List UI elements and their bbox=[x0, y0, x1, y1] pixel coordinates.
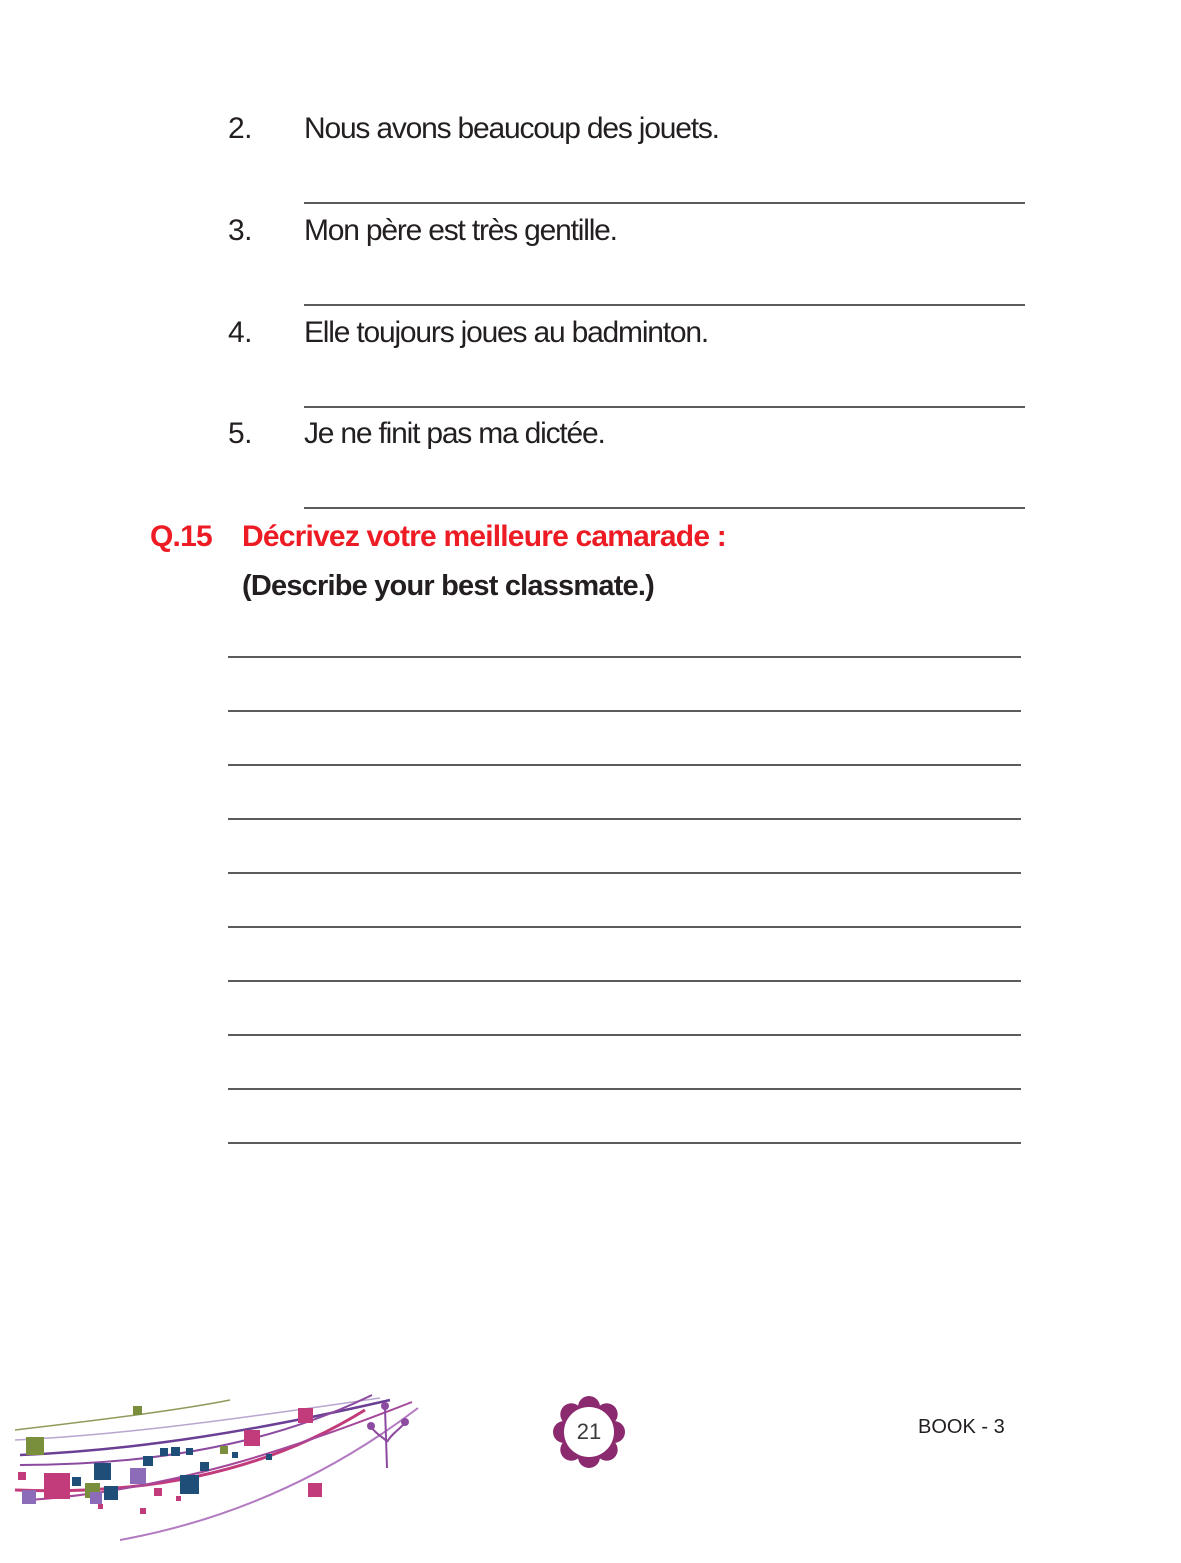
writing-line[interactable] bbox=[228, 1088, 1021, 1090]
item-sentence: Mon père est très gentille. bbox=[304, 214, 617, 247]
writing-line[interactable] bbox=[228, 818, 1021, 820]
book-label: BOOK - 3 bbox=[918, 1416, 1005, 1438]
exercise-item bbox=[0, 102, 1181, 247]
writing-line[interactable] bbox=[228, 1142, 1021, 1144]
writing-line[interactable] bbox=[228, 980, 1021, 982]
writing-line[interactable] bbox=[228, 872, 1021, 874]
item-number: 4. bbox=[228, 316, 253, 349]
writing-line[interactable] bbox=[228, 656, 1021, 658]
exercise-item bbox=[0, 0, 1181, 145]
answer-line[interactable] bbox=[304, 507, 1025, 509]
exercise-item bbox=[0, 204, 1181, 349]
item-sentence: Nous avons beaucoup des jouets. bbox=[304, 112, 719, 145]
question-number: Q.15 bbox=[150, 520, 212, 553]
writing-line[interactable] bbox=[228, 1034, 1021, 1036]
exercise-item bbox=[0, 305, 1181, 450]
answer-line[interactable] bbox=[304, 406, 1025, 408]
question-subtitle: (Describe your best classmate.) bbox=[242, 570, 654, 602]
item-sentence: Je ne finit pas ma dictée. bbox=[304, 417, 605, 450]
page-number: 21 bbox=[576, 1419, 602, 1444]
writing-line[interactable] bbox=[228, 710, 1021, 712]
item-number: 3. bbox=[228, 214, 253, 247]
item-number: 5. bbox=[228, 417, 253, 450]
writing-line[interactable] bbox=[228, 764, 1021, 766]
question-heading bbox=[150, 520, 726, 554]
writing-line[interactable] bbox=[228, 926, 1021, 928]
decorative-swoosh-graphic bbox=[0, 1380, 430, 1550]
question-title: Décrivez votre meilleure camarade : bbox=[242, 520, 726, 553]
item-sentence: Elle toujours joues au badminton. bbox=[304, 316, 709, 349]
item-number: 2. bbox=[228, 112, 253, 145]
